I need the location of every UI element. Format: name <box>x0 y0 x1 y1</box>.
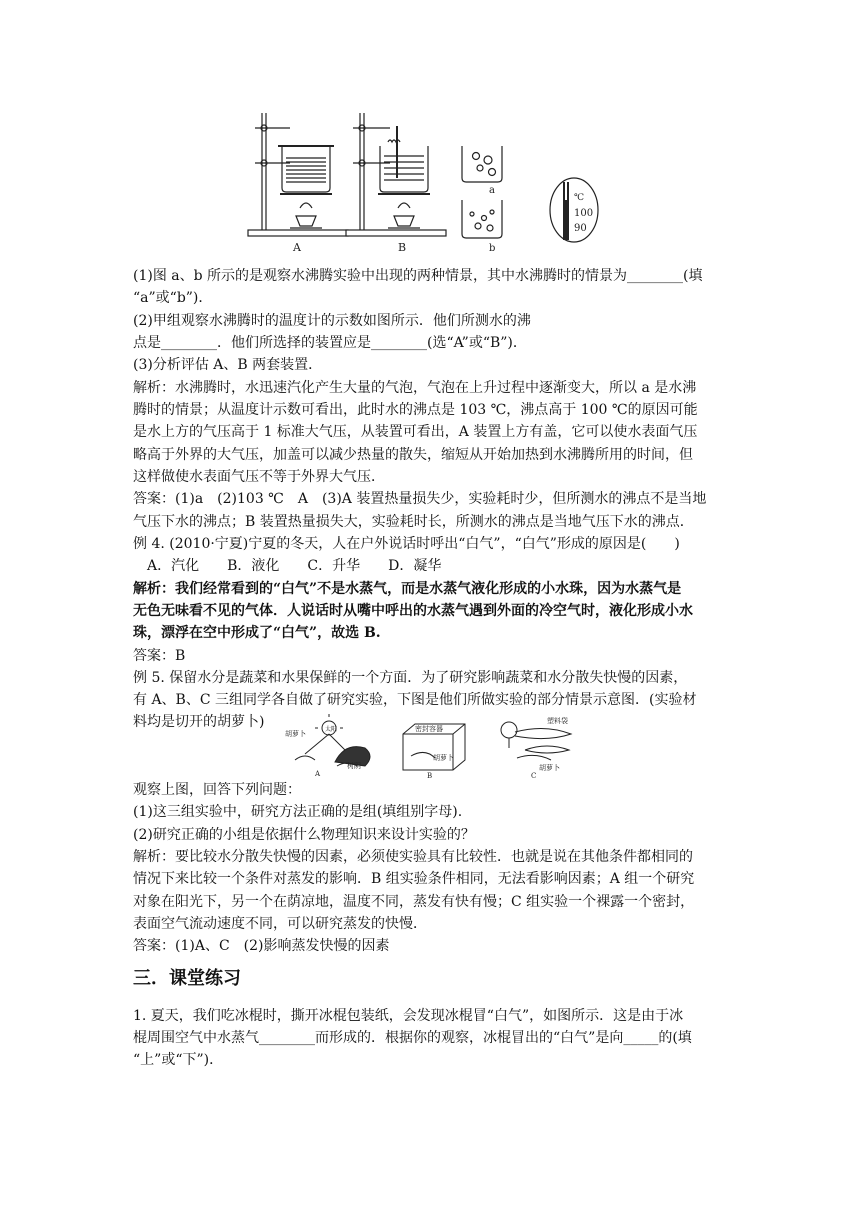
question-1-line-1: (1)图 a、b 所示的是观察水沸腾实验中出现的两种情景，其中水沸腾时的情景为________(填 <box>133 268 703 284</box>
svg-text:胡萝卜: 胡萝卜 <box>539 764 560 772</box>
exercise-1-line-2: 棍周围空气中水蒸气________而形成的．根据你的观察，冰棍冒出的“白气”是向_____的(填 <box>133 1030 692 1046</box>
svg-text:C: C <box>531 772 537 778</box>
example-5-line-1: 例 5. 保留水分是蔬菜和水果保鲜的一个方面．为了研究影响蔬菜和水分散失快慢的因素， <box>133 670 688 686</box>
example-5-line-3: 料均是切开的胡萝卜) <box>133 714 265 730</box>
analysis-line-4: 略高于外界的大气压，加盖可以减少热量的散失，缩短从开始加热到水沸腾所用的时间，但 <box>133 447 693 463</box>
example-5-line-2: 有 A、B、C 三组同学各自做了研究实验，下图是他们所做实验的部分情景示意图．(实验材 <box>133 692 697 708</box>
example-4-options: A．汽化 B．液化 C．升华 D．凝华 <box>133 558 442 574</box>
example-4-question: 例 4. (2010·宁夏)宁夏的冬天，人在户外说话时呼出“白气”，“白气”形成的原因是( ) <box>133 536 680 552</box>
example-5-analysis-4: 表面空气流动速度不同，可以研究蒸发的快慢． <box>133 916 427 932</box>
svg-text:树阴: 树阴 <box>347 762 361 770</box>
svg-text:B: B <box>398 241 407 254</box>
example-4-analysis-2: 无色无味看不见的气体．人说话时从嘴中呼出的水蒸气遇到外面的冷空气时，液化形成小水 <box>133 603 693 619</box>
analysis-line-2: 腾时的情景；从温度计示数可看出，此时水的沸点是 103 ℃，沸点高于 100 ℃的原因可能 <box>133 402 698 418</box>
answer-line-2: 气压下水的沸点；B 装置热量损失大，实验耗时长，所测水的沸点是当地气压下水的沸点． <box>133 514 694 530</box>
svg-text:密封容器: 密封容器 <box>415 725 443 733</box>
svg-text:a: a <box>489 185 495 196</box>
apparatus-b <box>346 113 446 236</box>
example-5-q2: (2)研究正确的小组是依据什么物理知识来设计实验的？ <box>133 827 475 843</box>
question-1-line-2: “a”或“b”)． <box>133 290 213 306</box>
analysis-line-5: 这样做使水表面气压不等于外界大气压． <box>133 469 385 485</box>
svg-text:℃: ℃ <box>574 193 585 203</box>
svg-text:b: b <box>489 243 496 254</box>
svg-text:胡萝卜: 胡萝卜 <box>433 754 454 762</box>
example-5-answer: 答案：(1)A、C (2)影响蒸发快慢的因素 <box>133 938 390 954</box>
analysis-line-3: 是水上方的气压高于 1 标准大气压，从装置可看出，A 装置上方有盖，它可以使水表面气压 <box>133 424 698 440</box>
exercise-1-line-1: 1. 夏天，我们吃冰棍时，撕开冰棍包装纸，会发现冰棍冒“白气”，如图所示．这是由于冰 <box>133 1008 684 1024</box>
answer-line-1: 答案：(1)a (2)103 ℃ A (3)A 装置热量损失少，实验耗时少，但所测水的沸点不是当地 <box>133 491 707 507</box>
svg-text:A: A <box>315 770 321 778</box>
svg-text:B: B <box>427 772 433 778</box>
svg-text:A: A <box>293 241 301 254</box>
svg-text:塑料袋: 塑料袋 <box>547 717 568 725</box>
question-3-line: (3)分析评估 A、B 两套装置． <box>133 357 323 373</box>
beaker-b <box>462 200 502 238</box>
analysis-line-1: 解析：水沸腾时，水迅速汽化产生大量的气泡，气泡在上升过程中逐渐变大，所以 a 是水沸 <box>133 380 697 396</box>
example-4-analysis-1: 解析：我们经常看到的“白气”不是水蒸气，而是水蒸气液化形成的小水珠，因为水蒸气是 <box>133 581 682 597</box>
example-5-analysis-3: 对象在阳光下，另一个在荫凉地，温度不同，蒸发有快有慢；C 组实验一个裸露一个密封， <box>133 894 695 910</box>
svg-text:90: 90 <box>574 223 587 234</box>
beaker-a <box>462 146 502 182</box>
apparatus-a <box>248 113 348 236</box>
example-5-q1: (1)这三组实验中，研究方法正确的是组(填组别字母). <box>133 804 463 820</box>
svg-text:太阳: 太阳 <box>325 726 338 733</box>
example-4-analysis-3: 珠，漂浮在空中形成了“白气”，故选 B. <box>133 625 381 641</box>
question-2-line-1: (2)甲组观察水沸腾时的温度计的示数如图所示．他们所测水的沸 <box>133 313 531 329</box>
example-4-answer: 答案：B <box>133 648 186 664</box>
svg-text:100: 100 <box>574 208 594 219</box>
exercise-1-line-3: “上”或“下”)． <box>133 1052 224 1068</box>
section-3-title: 三．课堂练习 <box>133 968 241 989</box>
example-5-analysis-2: 情况下来比较一个条件对蒸发的影响．B 组实验条件相同，无法看影响因素；A 组一个研究 <box>133 871 695 887</box>
example-5-analysis-1: 解析：要比较水分散失快慢的因素，必须使实验具有比较性．也就是说在其他条件都相同的 <box>133 849 693 865</box>
svg-text:胡萝卜: 胡萝卜 <box>285 730 306 738</box>
question-2-line-2: 点是________．他们所选择的装置应是________(选“A”或“B”)． <box>133 335 527 351</box>
boiling-apparatus-figure <box>240 108 610 258</box>
example-5-observe: 观察上图，回答下列问题： <box>133 782 301 798</box>
